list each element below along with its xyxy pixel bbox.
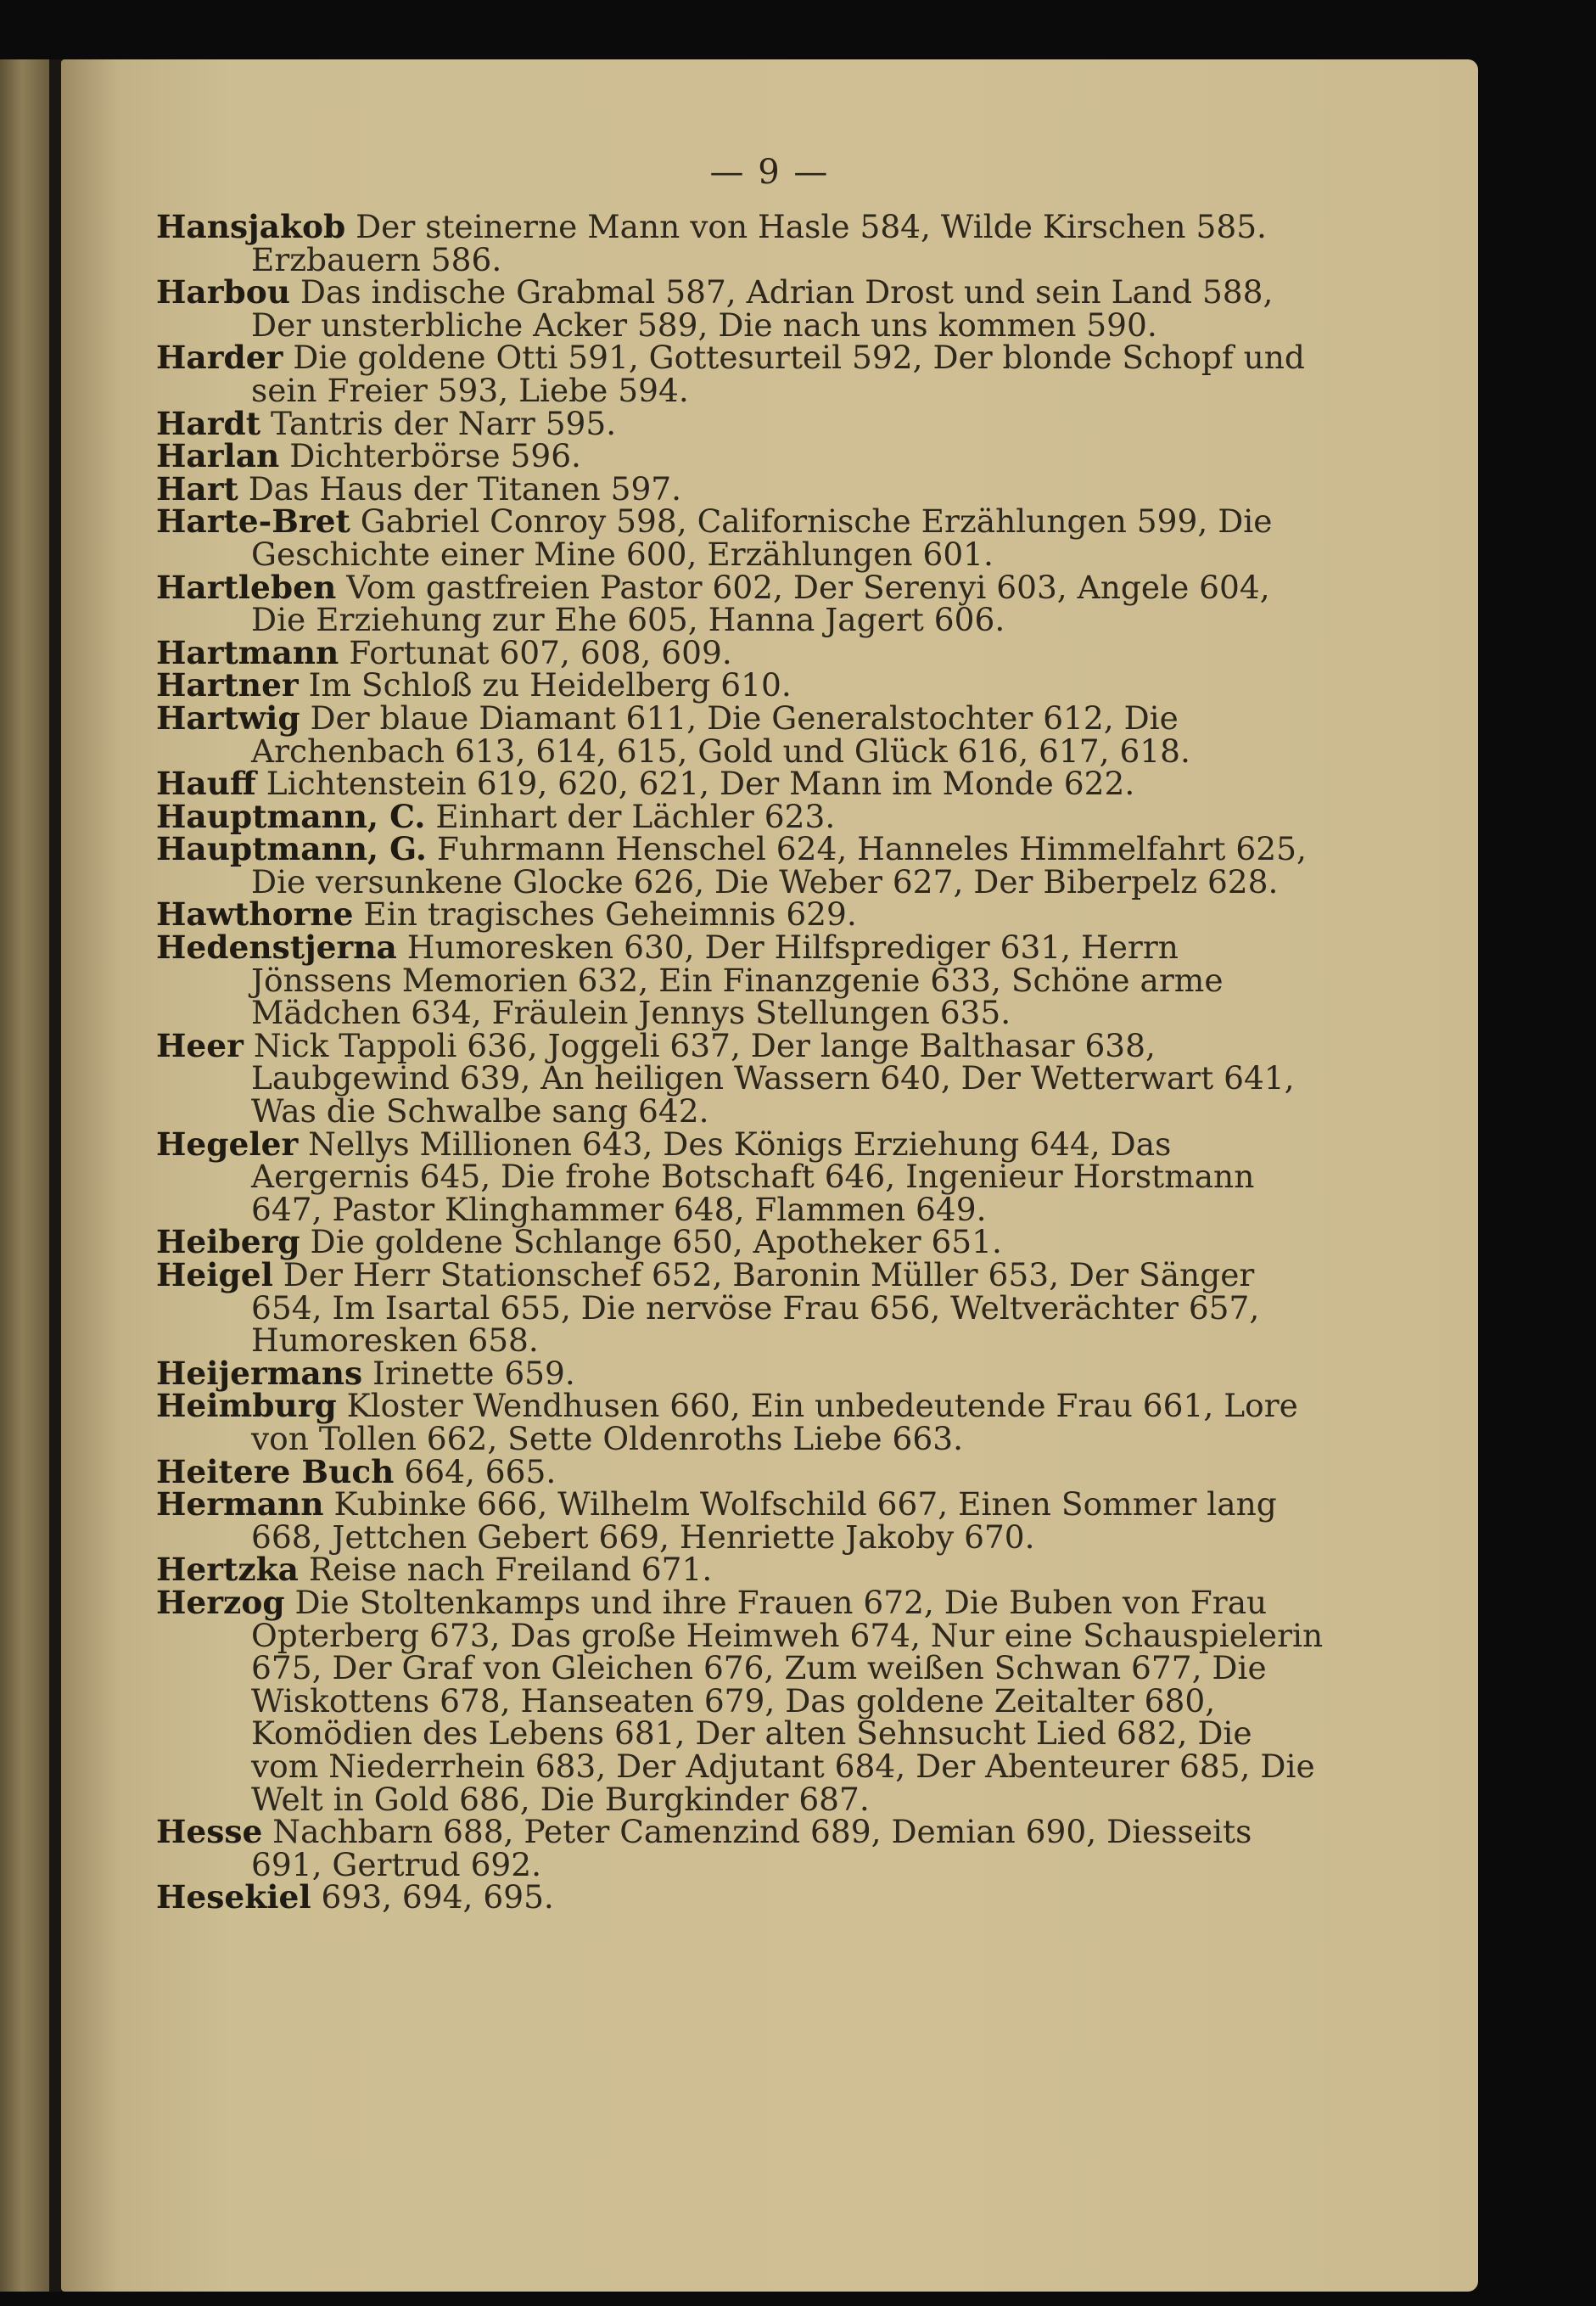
- author-index-list: [156, 210, 1327, 1914]
- entry-titles: Im Schloß zu Heidelberg 610.: [308, 666, 792, 704]
- scan-background: [1478, 59, 1596, 2292]
- entry-author: Herzog: [156, 1583, 285, 1621]
- entry-titles: Tantris der Narr 595.: [270, 404, 617, 442]
- entry-author: Hertzka: [156, 1551, 299, 1589]
- entry-author: Heitere Buch: [156, 1452, 395, 1490]
- index-entry: [156, 666, 1327, 704]
- entry-titles: Der Herr Stationschef 652, Baronin Müller 653, Der Sänger 654, Im Isartal 655, Die nervöse Frau 656, Weltverächter 657, Humoresken 658.: [251, 1256, 1260, 1360]
- book-gutter: [49, 59, 61, 2292]
- entry-titles: Nachbarn 688, Peter Camenzind 689, Demian 690, Diesseits 691, Gertrud 692.: [251, 1813, 1252, 1883]
- entry-author: Hansjakob: [156, 208, 346, 245]
- index-entry: [156, 1223, 1327, 1261]
- entry-titles: Nick Tappoli 636, Joggeli 637, Der lange Balthasar 638, Laubgewind 639, An heiligen Wassern 640, Der Wetterwart 641, Was die Schwalbe sang 642.: [251, 1026, 1295, 1131]
- index-entry: [156, 341, 1327, 407]
- index-entry: [156, 437, 1327, 475]
- entry-author: Heigel: [156, 1256, 273, 1293]
- index-entry: [156, 1583, 1327, 1818]
- entry-author: Harbou: [156, 273, 290, 311]
- entry-titles: Humoresken 630, Der Hilfsprediger 631, Herrn Jönssens Memorien 632, Ein Finanzgenie 633, Schöne arme Mädchen 634, Fräulein Jennys Stellungen 635.: [251, 929, 1224, 1032]
- entry-titles: Das indische Grabmal 587, Adrian Drost und sein Land 588, Der unsterbliche Acker 589, Die nach uns kommen 590.: [251, 273, 1274, 344]
- entry-author: Hesekiel: [156, 1878, 311, 1916]
- book-page: [61, 59, 1478, 2292]
- entry-author: Harder: [156, 339, 283, 377]
- index-entry: [156, 1485, 1327, 1556]
- index-entry: [156, 931, 1327, 1030]
- entry-author: Hauptmann, C.: [156, 797, 426, 835]
- entry-titles: Einhart der Lächler 623.: [435, 797, 836, 835]
- entry-titles: Die goldene Otti 591, Gottesurteil 592, Der blonde Schopf und sein Freier 593, Liebe 594.: [251, 339, 1305, 409]
- index-entry: [156, 1256, 1327, 1360]
- entry-titles: Fuhrmann Henschel 624, Hanneles Himmelfahrt 625, Die versunkene Glocke 626, Die Weber 627, Der Biberpelz 628.: [251, 830, 1307, 901]
- entry-author: Heijermans: [156, 1354, 363, 1392]
- index-entry: [156, 699, 1327, 770]
- index-entry: [156, 830, 1327, 901]
- entry-author: Hegeler: [156, 1125, 299, 1163]
- index-entry: [156, 895, 1327, 934]
- index-entry: [156, 210, 1327, 276]
- index-entry: [156, 1878, 1327, 1916]
- entry-author: Hedenstjerna: [156, 929, 397, 967]
- entry-titles: 693, 694, 695.: [321, 1878, 554, 1916]
- facing-page-edge: [0, 59, 49, 2292]
- entry-titles: Die goldene Schlange 650, Apotheker 651.: [310, 1223, 1002, 1261]
- index-entry: [156, 1815, 1327, 1881]
- entry-titles: Ein tragisches Geheimnis 629.: [363, 895, 857, 934]
- entry-titles: Der steinerne Mann von Hasle 584, Wilde Kirschen 585. Erzbauern 586.: [251, 208, 1267, 278]
- entry-titles: Dichterbörse 596.: [289, 437, 581, 475]
- entry-author: Hardt: [156, 404, 261, 442]
- entry-titles: Kloster Wendhusen 660, Ein unbedeutende Frau 661, Lore von Tollen 662, Sette Oldenroths Liebe 663.: [251, 1387, 1298, 1457]
- index-entry: [156, 1551, 1327, 1589]
- index-entry: [156, 469, 1327, 508]
- entry-titles: Die Stoltenkamps und ihre Frauen 672, Die Buben von Frau Opterberg 673, Das große Heimweh 674, Nur eine Schauspielerin 675, Der Graf von Gleichen 676, Zum weißen Schwan 677, Die Wiskottens 678, Hanseaten 679, Das goldene Zeitalter 680, Komödien des Lebens 681, Der alten Sehnsucht Lied 682, Die vom Niederrhein 683, Der Adjutant 684, Der Abenteurer 685, Die Welt in Gold 686, Die Burgkinder 687.: [251, 1583, 1324, 1818]
- entry-author: Hartner: [156, 666, 299, 704]
- entry-titles: Das Haus der Titanen 597.: [248, 469, 682, 508]
- index-entry: [156, 765, 1327, 803]
- index-entry: [156, 1125, 1327, 1228]
- index-entry: [156, 633, 1327, 671]
- entry-titles: Reise nach Freiland 671.: [308, 1551, 713, 1589]
- page-number: — 9 —: [709, 153, 830, 192]
- index-entry: [156, 1452, 1327, 1490]
- entry-author: Heer: [156, 1026, 244, 1064]
- entry-author: Hart: [156, 469, 238, 508]
- entry-titles: Vom gastfreien Pastor 602, Der Serenyi 603, Angele 604, Die Erziehung zur Ehe 605, Hanna Jagert 606.: [251, 568, 1270, 639]
- entry-titles: Kubinke 666, Wilhelm Wolfschild 667, Einen Sommer lang 668, Jettchen Gebert 669, Henriette Jakoby 670.: [251, 1485, 1277, 1556]
- entry-author: Heiberg: [156, 1223, 300, 1261]
- entry-titles: Irinette 659.: [372, 1354, 575, 1392]
- entry-author: Heimburg: [156, 1387, 337, 1425]
- index-entry: [156, 568, 1327, 639]
- index-entry: [156, 1389, 1327, 1455]
- index-entry: [156, 1354, 1327, 1392]
- entry-author: Harte-Bret: [156, 502, 350, 541]
- entry-author: Hartleben: [156, 568, 337, 606]
- entry-author: Hesse: [156, 1813, 263, 1851]
- entry-author: Hermann: [156, 1485, 324, 1523]
- entry-author: Hawthorne: [156, 895, 354, 934]
- entry-titles: Gabriel Conroy 598, Californische Erzählungen 599, Die Geschichte einer Mine 600, Erzählungen 601.: [251, 502, 1273, 573]
- entry-author: Hartmann: [156, 633, 339, 671]
- index-entry: [156, 273, 1327, 344]
- entry-titles: 664, 665.: [404, 1452, 557, 1490]
- entry-titles: Der blaue Diamant 611, Die Generalstochter 612, Die Archenbach 613, 614, 615, Gold und Glück 616, 617, 618.: [251, 699, 1190, 770]
- index-entry: [156, 1026, 1327, 1131]
- entry-author: Harlan: [156, 437, 280, 475]
- entry-author: Hauff: [156, 765, 256, 803]
- index-entry: [156, 404, 1327, 442]
- entry-titles: Lichtenstein 619, 620, 621, Der Mann im Monde 622.: [266, 765, 1135, 803]
- index-entry: [156, 797, 1327, 835]
- entry-author: Hauptmann, G.: [156, 830, 427, 868]
- entry-titles: Nellys Millionen 643, Des Königs Erziehung 644, Das Aergernis 645, Die frohe Botschaft 646, Ingenieur Horstmann 647, Pastor Klinghammer 648, Flammen 649.: [251, 1125, 1255, 1228]
- entry-titles: Fortunat 607, 608, 609.: [349, 633, 732, 671]
- index-entry: [156, 502, 1327, 573]
- entry-author: Hartwig: [156, 699, 300, 737]
